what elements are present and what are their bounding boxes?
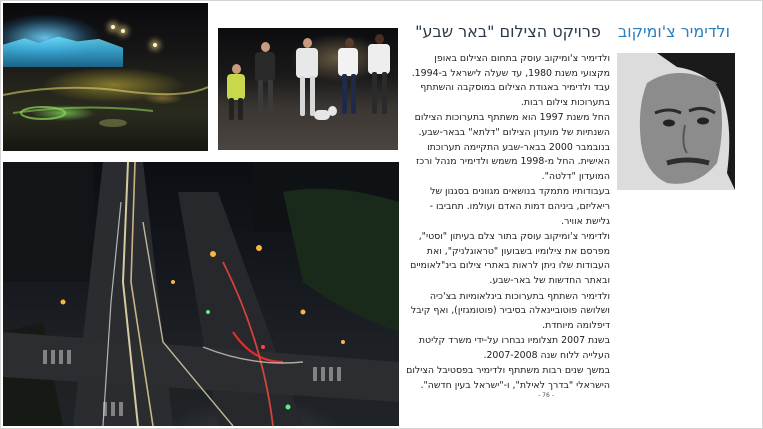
bio-paragraph: ולדימיר צ'ומיקוב עוסק בתור צלם בעיתון "וסטי", מפרסם את צילומיו בשבועון "טראוגלניק", ואת העבודות שלו ניתן לראות באתרי צילום בינ"לאומיים ובאתר החדשות של באר-שבע. bbox=[410, 231, 610, 286]
street-lamp bbox=[111, 25, 115, 29]
night-intersection-photo bbox=[3, 162, 399, 426]
portrait-face bbox=[617, 53, 735, 190]
street-lamp bbox=[153, 43, 157, 47]
project-title: פרויקט הצילום "באר שבע" bbox=[415, 22, 601, 41]
bio-paragraph: ולדימיר השתתף בתערוכות בינלאומיות בצ'כיה ושלושה פוטוביינאלה בסיביר (פוטומגזין), ואף קיבל דיפלומה מיוחדת. bbox=[410, 290, 610, 331]
biography-text bbox=[404, 52, 610, 395]
night-plaza-photo bbox=[3, 3, 208, 151]
bio-paragraph: בעבודותיו מתמקד בנושאים מגוונים בסגנון של ריאליזם, ביניהם דמות האדם ועולמו. תחביבו - גלישת אוויר. bbox=[429, 186, 610, 227]
plaza-light-trails bbox=[3, 3, 208, 151]
bio-paragraph: במשך שנים רבות משתתף ולדימיר בפסטיבל הצילום הישראלי "בדרך לאילת", ו-"ישראל בעין חדשה". bbox=[406, 365, 610, 392]
bio-paragraph: החל משנת 1997 הוא משתתף בתערוכות הצילום השנתיות של מועדון הצילום "דלתא" בבאר-שבע. בנובמבר 2000 בבאר-שבע התקיימה תערוכתו האישית. החל מ-1998 משמש ולדימיר מנהל ורכז המועדון "דלטה". bbox=[414, 112, 610, 182]
author-portrait-photo bbox=[617, 53, 735, 190]
bio-paragraph: ולדימיר צ'ומיקוב עוסק בתחום הצילום באופן מקצועי משנת 1980, עד שעלה לישראל ב-1994. עבד ולדימיר באגודת הצילום במוסקבה והשתתף בתערוכות צילום רבות. bbox=[411, 53, 610, 108]
intersection-scene bbox=[3, 162, 399, 426]
page-header bbox=[400, 22, 730, 46]
author-name: ולדימיר צ'ומיקוב bbox=[618, 22, 730, 41]
page-number: - 76 - bbox=[538, 392, 554, 399]
bio-paragraph: בשנת 2007 תצלומיו נבחרו על-ידי משרד קליטת העלייה ללוח שנה 2007-2008. bbox=[418, 335, 610, 361]
night-runners-photo bbox=[218, 28, 398, 150]
street-lamp bbox=[121, 29, 125, 33]
